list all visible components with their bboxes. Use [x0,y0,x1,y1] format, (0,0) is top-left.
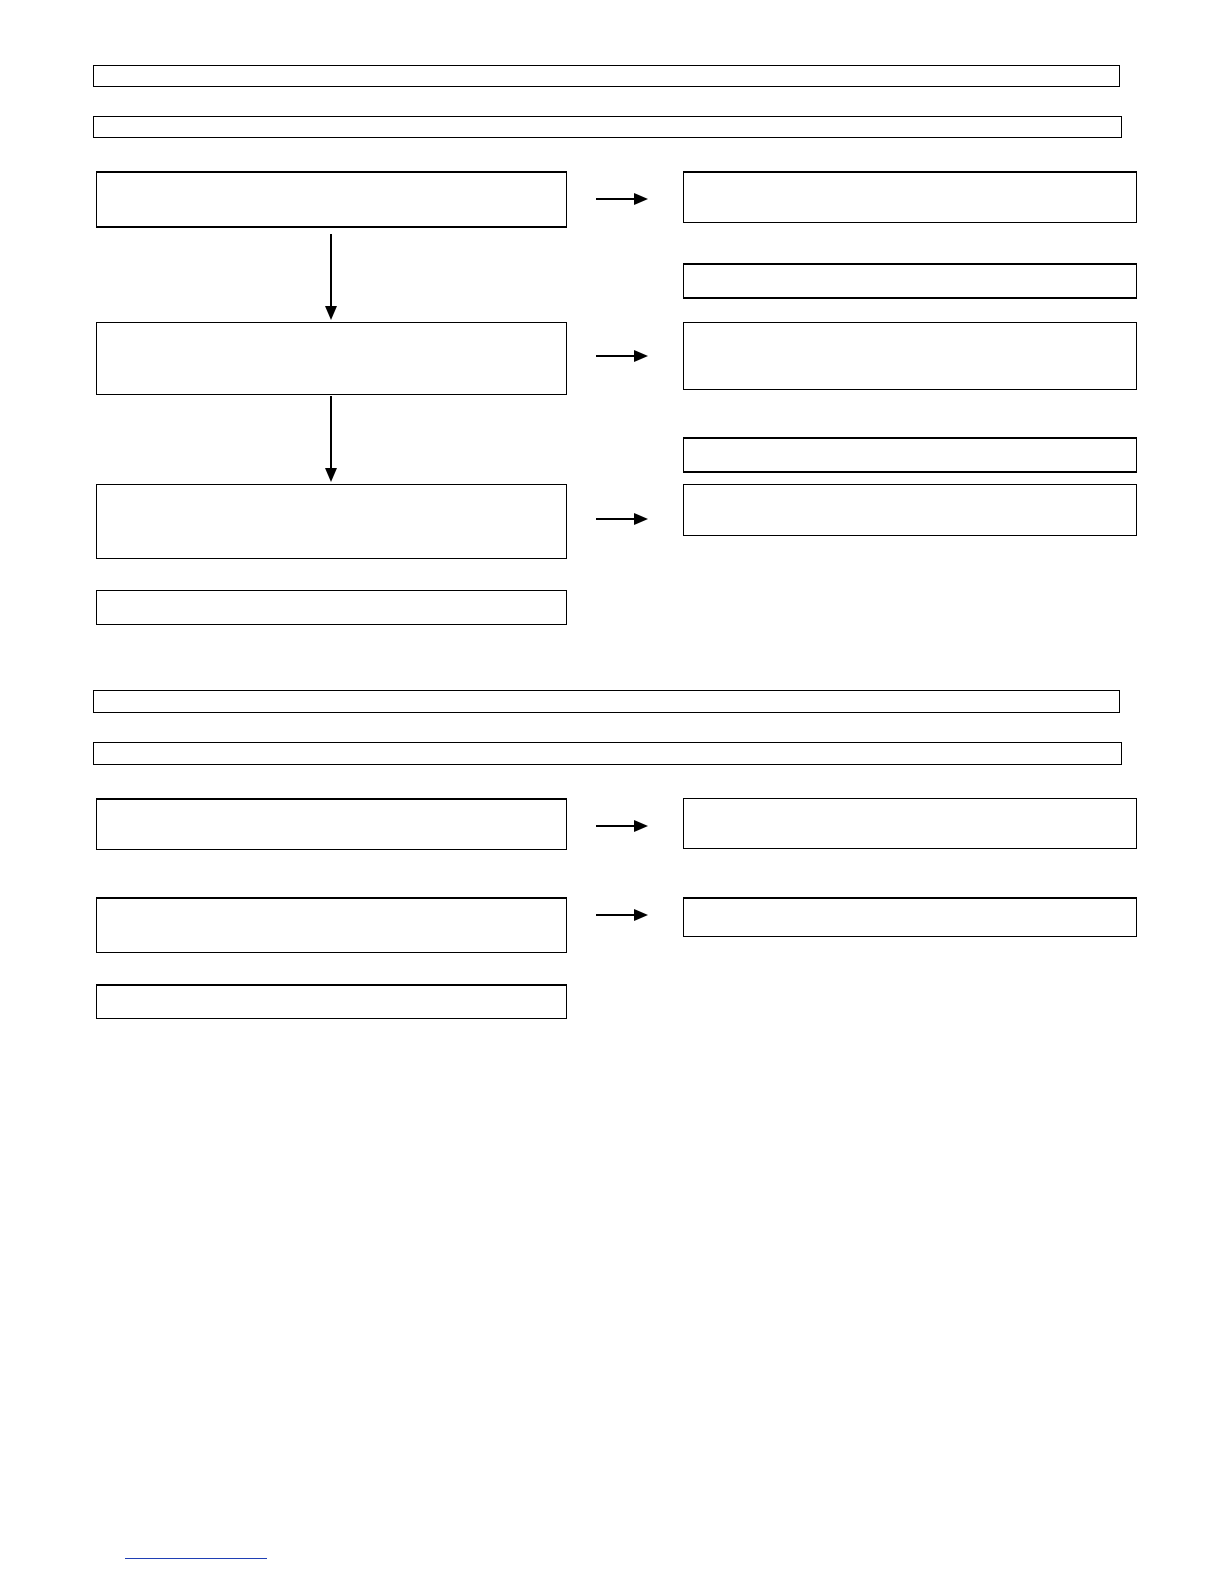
section-1-result-3-box [683,484,1137,536]
section-1-header-bar-1 [93,65,1120,87]
section-1-step-2-box [96,322,567,395]
right-arrow-icon [594,349,652,363]
section-1-final-box [96,590,567,625]
section-1-result-1-note [683,263,1137,299]
right-arrow-icon [594,908,652,922]
section-2-header-bar-1 [93,690,1120,713]
section-2-result-1-box [683,798,1137,849]
section-2-step-1-box [96,798,567,850]
section-1-step-3-box [96,484,567,559]
section-1-result-1-box [683,171,1137,223]
down-arrow-icon [324,234,338,322]
section-1-step-1-box [96,171,567,228]
section-2-step-2-box [96,897,567,953]
right-arrow-icon [594,819,652,833]
footer-rule [125,1558,267,1559]
section-1-result-2-box [683,322,1137,390]
section-2-header-bar-2 [93,742,1122,765]
right-arrow-icon [594,512,652,526]
section-2-result-2-box [683,897,1137,937]
down-arrow-icon [324,396,338,484]
section-1-result-2-note [683,437,1137,473]
right-arrow-icon [594,192,652,206]
section-2-final-box [96,984,567,1019]
section-1-header-bar-2 [93,116,1122,138]
